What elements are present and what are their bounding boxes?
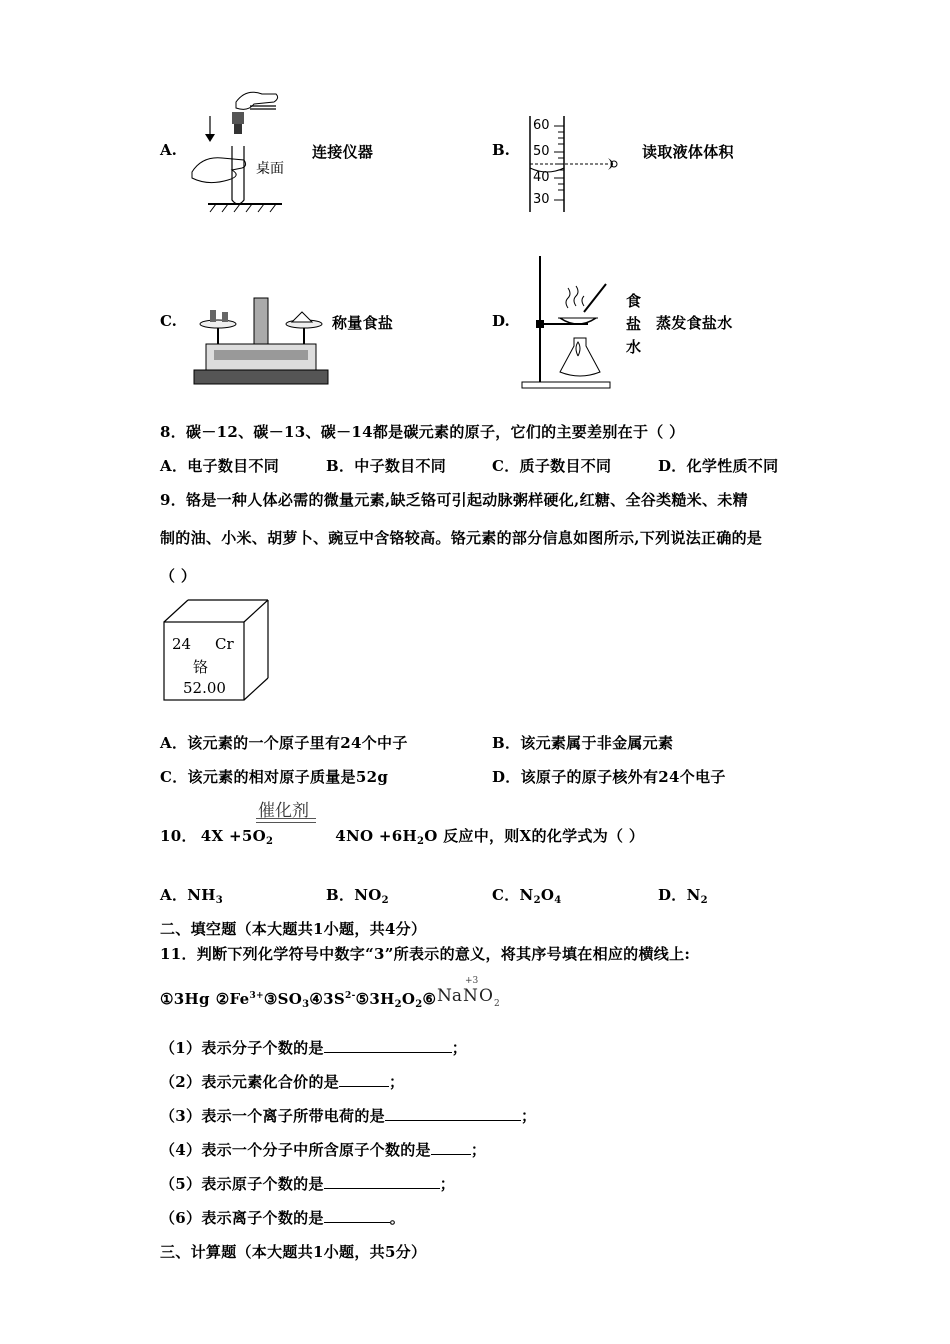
option-letter-c: C. bbox=[160, 312, 177, 330]
tick-50: 50 bbox=[533, 144, 550, 159]
label-char-1: 食 bbox=[626, 292, 642, 310]
q11-sub-3: （3）表示一个离子所带电荷的是 ； bbox=[160, 1107, 537, 1125]
option-b-caption: 读取液体体积 bbox=[642, 143, 734, 161]
section-2-heading: 二、填空题（本大题共1小题，共4分） bbox=[160, 920, 427, 938]
q9-option-c: C．该元素的相对原子质量是52g bbox=[160, 768, 389, 786]
answer-blank-1[interactable] bbox=[324, 1038, 452, 1053]
q9-option-b: B．该元素属于非金属元素 bbox=[492, 734, 674, 752]
tick-40: 40 bbox=[533, 170, 550, 185]
tick-30: 30 bbox=[533, 192, 550, 207]
answer-blank-4[interactable] bbox=[431, 1140, 471, 1155]
q10-equation bbox=[160, 825, 644, 847]
label-char-3: 水 bbox=[626, 338, 642, 356]
reaction-line-bottom bbox=[256, 822, 316, 823]
n-symbol: N bbox=[463, 986, 478, 1006]
q9-line-2: 制的油、小米、胡萝卜、豌豆中含铬较高。铬元素的部分信息如图所示,下列说法正确的是 bbox=[160, 529, 763, 547]
answer-blank-2[interactable] bbox=[339, 1072, 389, 1087]
answer-blank-6[interactable] bbox=[324, 1208, 390, 1223]
section-3-heading: 三、计算题（本大题共1小题，共5分） bbox=[160, 1243, 427, 1261]
answer-blank-3[interactable] bbox=[385, 1106, 521, 1121]
option-a-caption: 连接仪器 bbox=[312, 143, 374, 161]
q8-stem: 8．碳－12、碳－13、碳－14都是碳元素的原子，它们的主要差别在于（ ） bbox=[160, 423, 685, 441]
q10-number: 10． bbox=[160, 827, 197, 845]
reaction-line-top bbox=[256, 818, 316, 819]
q8-option-d: D．化学性质不同 bbox=[658, 457, 779, 475]
o-symbol: O bbox=[479, 986, 493, 1006]
q8-option-a: A．电子数目不同 bbox=[160, 457, 280, 475]
label-char-2: 盐 bbox=[626, 315, 642, 333]
catalyst-label: 催化剂 bbox=[258, 801, 309, 821]
option-letter-b: B. bbox=[492, 141, 510, 159]
q9-line-1: 9．铬是一种人体必需的微量元素,缺乏铬可引起动脉粥样硬化,红糖、全谷类糙米、未精 bbox=[160, 491, 748, 509]
answer-blank-5[interactable] bbox=[324, 1174, 440, 1189]
o-subscript: 2 bbox=[494, 999, 500, 1009]
q10-lhs-sub: 2 bbox=[265, 836, 274, 847]
table-label: 桌面 bbox=[256, 161, 284, 177]
q11-symbols: ①3Hg $②Fe^{3+}③SO_3④3S^{2-}⑤3H_2O_2⑥$ bbox=[160, 990, 437, 1010]
q10-rhs-sub: 2 bbox=[416, 836, 425, 847]
evaporation-setup-figure bbox=[518, 252, 618, 392]
element-number: 24 bbox=[172, 635, 192, 653]
q8-option-c: C．质子数目不同 bbox=[492, 457, 612, 475]
balance-scale-figure bbox=[192, 292, 332, 390]
option-c-caption: 称量食盐 bbox=[332, 314, 394, 332]
q9-option-d: D．该原子的原子核外有24个电子 bbox=[492, 768, 726, 786]
option-d-caption: 蒸发食盐水 bbox=[656, 314, 733, 332]
q10-option-c: C．$N_2O_4$ bbox=[492, 886, 562, 906]
q10-option-a: A．$NH_3$ bbox=[160, 886, 223, 906]
q9-option-a: A．该元素的一个原子里有24个中子 bbox=[160, 734, 408, 752]
q10-option-d: D．$N_2$ bbox=[658, 886, 708, 906]
element-name: 铬 bbox=[193, 658, 209, 676]
connecting-apparatus-figure bbox=[186, 82, 296, 214]
q11-sub-2: （2）表示元素化合价的是 ； bbox=[160, 1073, 405, 1091]
q11-sub-1: （1）表示分子个数的是 ； bbox=[160, 1039, 468, 1057]
q10-rhs-tail: O 反应中，则X的化学式为（ ） bbox=[424, 827, 645, 845]
na-symbol: Na bbox=[437, 986, 463, 1006]
option-letter-a: A. bbox=[160, 141, 177, 159]
tick-60: 60 bbox=[533, 118, 550, 133]
q11-sub-4: （4）表示一个分子中所含原子个数的是 ； bbox=[160, 1141, 487, 1159]
q10-lhs: 4X +5O bbox=[200, 827, 266, 845]
q11-sub-6: （6）表示离子个数的是 。 bbox=[160, 1209, 406, 1227]
q10-rhs: 4NO +6H bbox=[335, 827, 417, 845]
q10-option-b: B．$NO_2$ bbox=[326, 886, 389, 906]
option-letter-d: D. bbox=[492, 312, 510, 330]
q11-sub-5: （5）表示原子个数的是 ； bbox=[160, 1175, 456, 1193]
n-valence: +3 bbox=[465, 976, 479, 986]
q9-line-3: （ ） bbox=[160, 567, 197, 585]
element-mass: 52.00 bbox=[183, 679, 226, 697]
q8-option-b: B．中子数目不同 bbox=[326, 457, 447, 475]
element-symbol: Cr bbox=[215, 635, 234, 653]
q11-stem: 11．判断下列化学符号中数字“3”所表示的意义，将其序号填在相应的横线上: bbox=[160, 945, 691, 963]
